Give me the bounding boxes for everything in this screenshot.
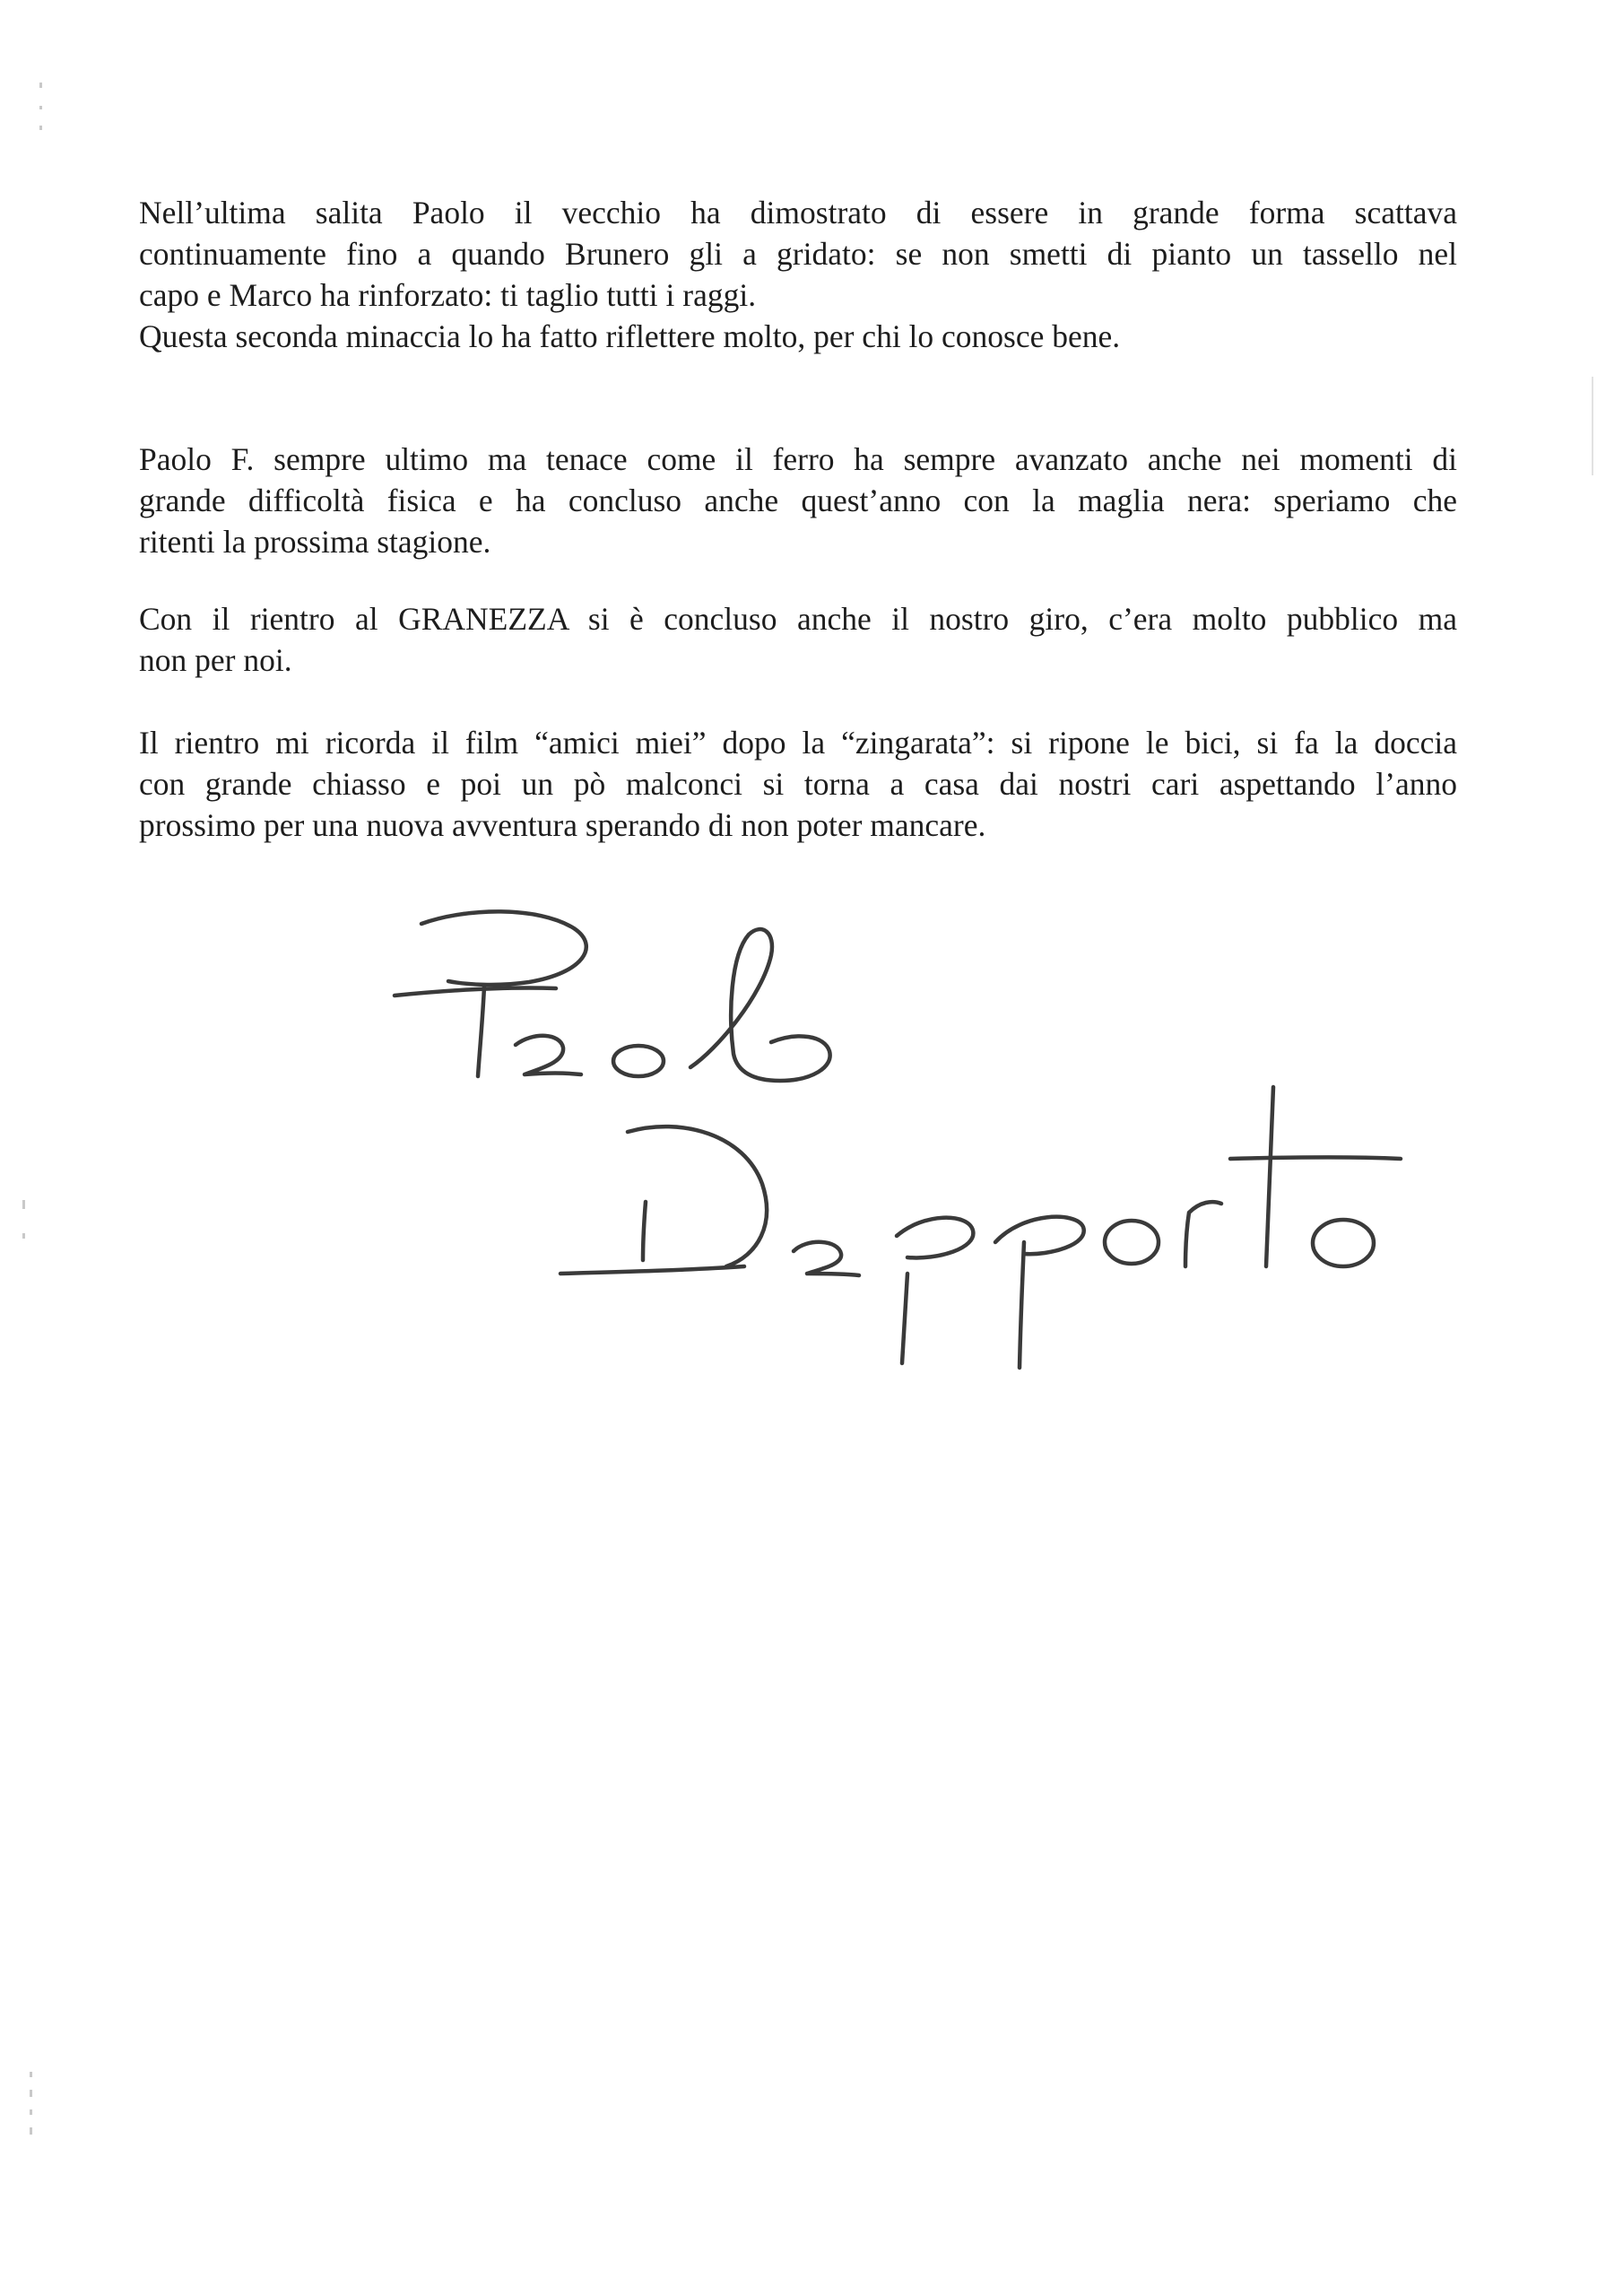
paragraph-1-line-1: Nell’ultima salita Paolo il vecchio ha dimostrato di essere in grande forma scattava (139, 195, 1457, 230)
page-edge-right (1592, 377, 1593, 475)
scan-mark-top (39, 83, 42, 88)
scan-mark-bottom (30, 2072, 32, 2077)
paragraph-2-line-3: ritenti la prossima stagione. (139, 524, 491, 560)
signature-last-name (560, 1087, 1401, 1368)
paragraph-2-line-1: Paolo F. sempre ultimo ma tenace come il ferro ha sempre avanzato anche nei momenti di (139, 441, 1457, 477)
paragraph-4-line-2: con grande chiasso e poi un pò malconci si torna a casa dai nostri cari aspettando l’anno (139, 766, 1457, 802)
paragraph-3 (139, 598, 1457, 681)
scan-mark-top-3 (39, 126, 42, 130)
scan-mark-bottom-3 (30, 2109, 32, 2115)
scan-mark-bottom-2 (30, 2090, 32, 2097)
paragraph-1-line-2: continuamente fino a quando Brunero gli a gridato: se non smetti di pianto un tassello nel (139, 236, 1457, 272)
paragraph-4-line-3: prossimo per una nuova avventura sperando di non poter mancare. (139, 807, 986, 843)
scan-mark-top-2 (39, 106, 42, 109)
paragraph-2-line-2: grande difficoltà fisica e ha concluso anche quest’anno con la maglia nera: speriamo che (139, 483, 1457, 518)
paragraph-4-line-1: Il rientro mi ricorda il film “amici miei” dopo la “zingarata”: si ripone le bici, si fa la doccia (139, 725, 1457, 761)
scan-mark-mid (22, 1200, 25, 1209)
paragraph-1-line-3: capo e Marco ha rinforzato: ti taglio tutti i raggi. (139, 277, 757, 313)
scan-mark-mid-2 (22, 1233, 25, 1239)
paragraph-3-line-1: Con il rientro al GRANEZZA si è concluso anche il nostro giro, c’era molto pubblico ma (139, 601, 1457, 637)
paragraph-2 (139, 439, 1457, 562)
signature-first-name (395, 911, 830, 1081)
scan-mark-bottom-4 (30, 2127, 32, 2135)
paragraph-3-line-2: non per noi. (139, 642, 292, 678)
paragraph-1-line-4: Questa seconda minaccia lo ha fatto riflettere molto, per chi lo conosce bene. (139, 318, 1121, 354)
paragraph-1 (139, 192, 1457, 357)
paragraph-4 (139, 722, 1457, 846)
